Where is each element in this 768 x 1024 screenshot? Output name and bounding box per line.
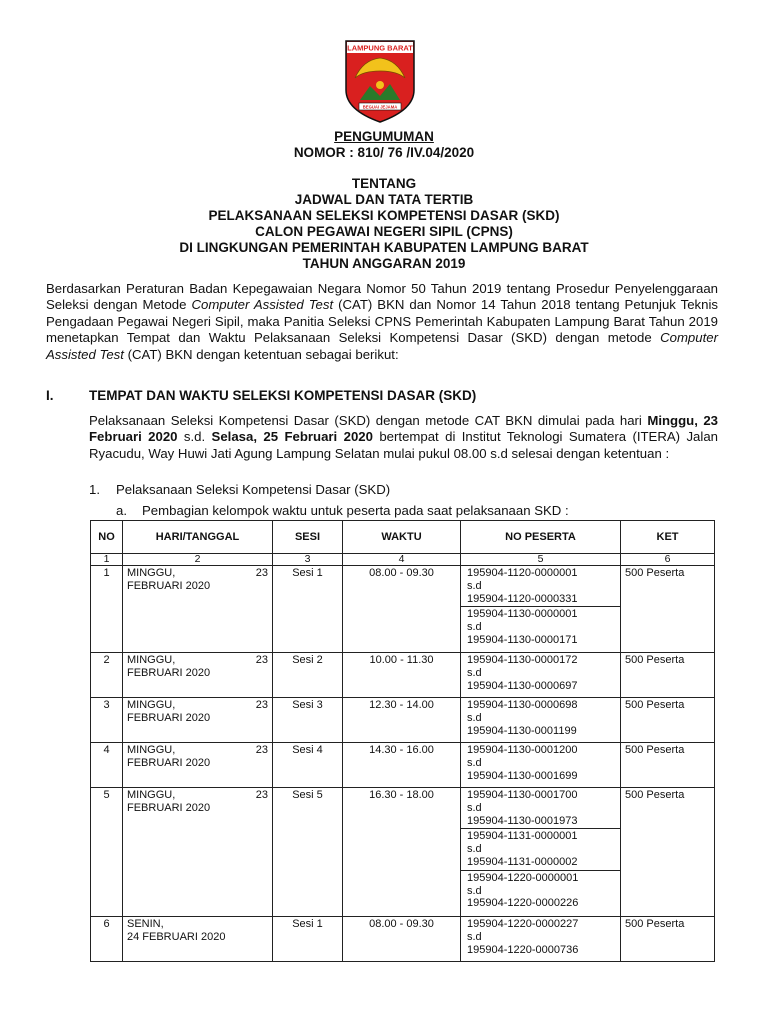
remark-cell: 500 Peserta bbox=[621, 566, 715, 653]
row-number-cell: 5 bbox=[91, 788, 123, 917]
participant-range: 195904-1130-0000698 s.d 195904-1130-0001199 bbox=[467, 699, 578, 737]
participant-range: 195904-1130-0001700 s.d 195904-1130-0001973 bbox=[461, 788, 620, 829]
table-row bbox=[91, 788, 715, 917]
time-cell: 12.30 - 14.00 bbox=[343, 698, 461, 743]
participant-cell bbox=[461, 743, 621, 788]
logo-motto-text: BEGUAI JEJAMA bbox=[362, 104, 398, 110]
remark-cell: 500 Peserta bbox=[621, 788, 715, 917]
participant-cell bbox=[461, 698, 621, 743]
session-cell: Sesi 3 bbox=[273, 698, 343, 743]
announcement-subject bbox=[0, 176, 768, 272]
row-number-cell: 3 bbox=[91, 698, 123, 743]
row-number-cell: 4 bbox=[91, 743, 123, 788]
section-paragraph: Pelaksanaan Seleksi Kompetensi Dasar (SKD) dengan metode CAT BKN dimulai pada hari Minggu, 23 Februari 2020 s.d. Selasa, 25 Februari 2020 bertempat di Institut Teknologi Sumatera (ITERA) Jalan Ryacudu, Way Huwi Jati Agung Lampung Selatan mulai pukul 08.00 s.d selesai dengan ketentuan : bbox=[89, 413, 718, 461]
session-cell: Sesi 1 bbox=[273, 917, 343, 962]
subject-line: TAHUN ANGGARAN 2019 bbox=[302, 256, 466, 271]
subject-line: DI LINGKUNGAN PEMERINTAH KABUPATEN LAMPUNG BARAT bbox=[179, 240, 589, 255]
column-header: HARI/TANGGAL bbox=[123, 521, 273, 554]
schedule-table bbox=[90, 520, 715, 962]
participant-cell bbox=[461, 566, 621, 653]
row-number-cell: 1 bbox=[91, 566, 123, 653]
participant-range: 195904-1131-0000001 s.d 195904-1131-0000002 bbox=[461, 829, 620, 870]
remark-cell: 500 Peserta bbox=[621, 743, 715, 788]
participant-range: 195904-1130-0000001 s.d 195904-1130-0000171 bbox=[467, 608, 578, 646]
date-cell: SENIN, 24 FEBRUARI 2020 bbox=[123, 917, 273, 962]
participant-cell bbox=[461, 788, 621, 917]
table-row bbox=[91, 566, 715, 653]
participant-cell bbox=[461, 917, 621, 962]
announcement-header bbox=[0, 129, 768, 161]
session-cell: Sesi 5 bbox=[273, 788, 343, 917]
column-header: WAKTU bbox=[343, 521, 461, 554]
date-cell: MINGGU, 23 FEBRUARI 2020 bbox=[123, 788, 273, 917]
participant-cell bbox=[461, 653, 621, 698]
date-cell: MINGGU, 23 FEBRUARI 2020 bbox=[123, 566, 273, 653]
table-header-row bbox=[91, 521, 715, 554]
table-row bbox=[91, 653, 715, 698]
column-header: NO bbox=[91, 521, 123, 554]
column-header: SESI bbox=[273, 521, 343, 554]
date-cell: MINGGU, 23 FEBRUARI 2020 bbox=[123, 743, 273, 788]
column-index-row: 1 2 3 4 5 6 bbox=[91, 554, 715, 566]
participant-range: 195904-1220-0000227 s.d 195904-1220-0000736 bbox=[467, 918, 579, 956]
about-label: TENTANG bbox=[351, 176, 417, 191]
section-title: TEMPAT DAN WAKTU SELEKSI KOMPETENSI DASAR (SKD) bbox=[89, 388, 477, 403]
time-cell: 10.00 - 11.30 bbox=[343, 653, 461, 698]
announcement-title: PENGUMUMAN bbox=[334, 129, 434, 144]
session-cell: Sesi 2 bbox=[273, 653, 343, 698]
intro-paragraph: Berdasarkan Peraturan Badan Kepegawaian Negara Nomor 50 Tahun 2019 tentang Prosedur Penyelenggaraan Seleksi dengan Metode Computer Assisted Test (CAT) BKN dan Nomor 14 Tahun 2018 tentang Petunjuk Teknis Pengadaan Pegawai Negeri Sipil, maka Panitia Seleksi CPNS Pemerintah Kabupaten Lampung Barat Tahun 2019 menetapkan Tempat dan Waktu Pelaksanaan Seleksi Kompetensi Dasar (SKD) dengan metode Computer Assisted Test (CAT) BKN dengan ketentuan sebagai berikut: bbox=[46, 281, 718, 362]
date-cell: MINGGU, 23 FEBRUARI 2020 bbox=[123, 698, 273, 743]
subject-line: PELAKSANAAN SELEKSI KOMPETENSI DASAR (SKD) bbox=[208, 208, 560, 223]
time-cell: 16.30 - 18.00 bbox=[343, 788, 461, 917]
remark-cell: 500 Peserta bbox=[621, 653, 715, 698]
row-number-cell: 6 bbox=[91, 917, 123, 962]
remark-cell: 500 Peserta bbox=[621, 698, 715, 743]
announcement-number: NOMOR : 810/ 76 /IV.04/2020 bbox=[293, 145, 475, 160]
participant-range: 195904-1130-0000172 s.d 195904-1130-0000697 bbox=[467, 654, 578, 692]
time-cell: 08.00 - 09.30 bbox=[343, 917, 461, 962]
subject-line: JADWAL DAN TATA TERTIB bbox=[294, 192, 474, 207]
participant-range: 195904-1130-0001200 s.d 195904-1130-0001699 bbox=[467, 744, 578, 782]
section-number: I. bbox=[46, 388, 54, 403]
remark-cell: 500 Peserta bbox=[621, 917, 715, 962]
column-header: NO PESERTA bbox=[461, 521, 621, 554]
session-cell: Sesi 1 bbox=[273, 566, 343, 653]
participant-range: 195904-1220-0000001 s.d 195904-1220-0000226 bbox=[467, 871, 579, 910]
time-cell: 08.00 - 09.30 bbox=[343, 566, 461, 653]
session-cell: Sesi 4 bbox=[273, 743, 343, 788]
subject-line: CALON PEGAWAI NEGERI SIPIL (CPNS) bbox=[255, 224, 513, 239]
table-row bbox=[91, 743, 715, 788]
participant-range: 195904-1120-0000001 s.d 195904-1120-0000331 bbox=[461, 566, 620, 607]
column-header: KET bbox=[621, 521, 715, 554]
table-row bbox=[91, 917, 715, 962]
date-cell: MINGGU, 23 FEBRUARI 2020 bbox=[123, 653, 273, 698]
logo-banner-text: LAMPUNG BARAT bbox=[347, 43, 413, 53]
time-cell: 14.30 - 16.00 bbox=[343, 743, 461, 788]
table-row bbox=[91, 698, 715, 743]
row-number-cell: 2 bbox=[91, 653, 123, 698]
regency-logo bbox=[343, 38, 417, 124]
